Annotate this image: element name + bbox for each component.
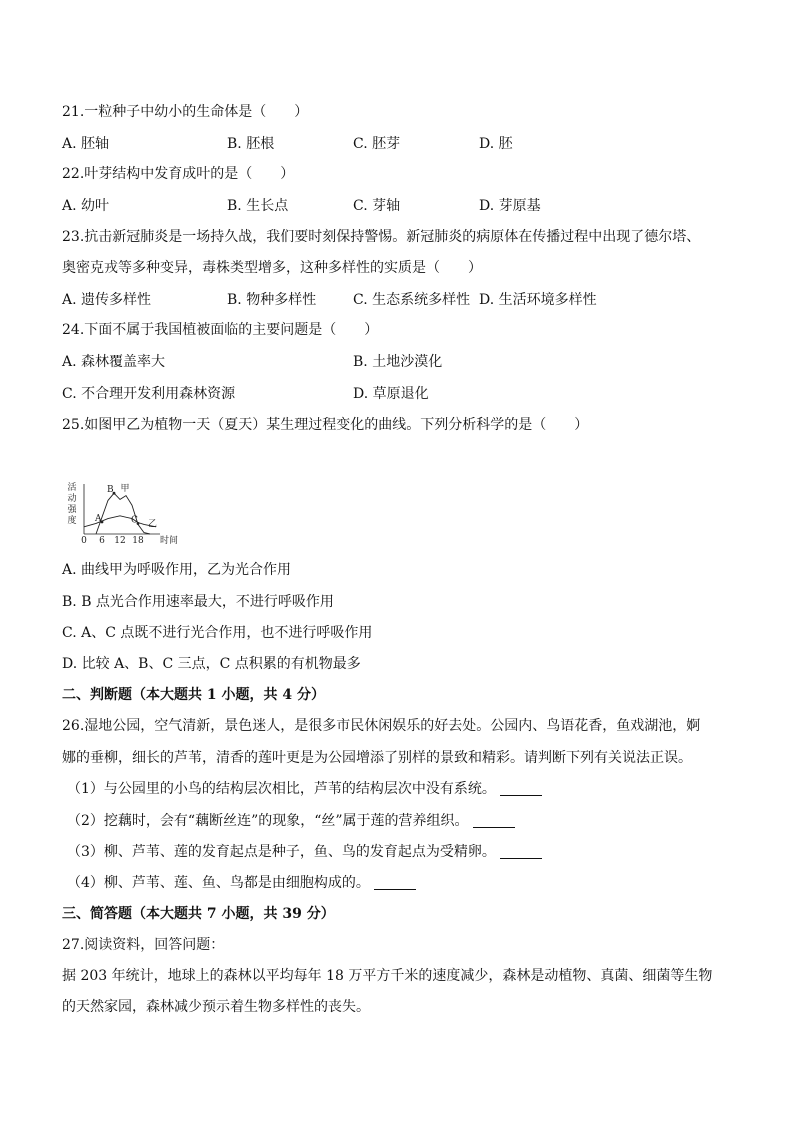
answer-blank[interactable] xyxy=(500,844,542,859)
y-axis-label-char: 强 xyxy=(67,505,77,515)
question-22-option-b: B. 生长点 xyxy=(227,198,289,214)
question-25-option-d: D. 比较 A、B、C 三点，C 点积累的有机物最多 xyxy=(62,656,361,672)
y-axis-label-char: 动 xyxy=(67,494,77,504)
question-26-item-1 xyxy=(67,780,542,798)
series-label: 甲 xyxy=(120,484,130,495)
question-23-option-d: D. 生活环境多样性 xyxy=(479,292,597,308)
question-26-item-2-text: （2）挖藕时，会有“藕断丝连”的现象，“丝”属于莲的营养组织。 xyxy=(67,813,469,829)
question-26-item-4 xyxy=(67,874,416,892)
question-23-stem-line-2: 奥密克戎等多种变异，毒株类型增多，这种多样性的实质是（ ） xyxy=(62,260,482,276)
point-label: B xyxy=(107,485,114,496)
question-26-item-4-text: （4）柳、芦苇、莲、鱼、鸟都是由细胞构成的。 xyxy=(67,875,370,891)
question-24-option-d: D. 草原退化 xyxy=(353,386,429,402)
answer-blank[interactable] xyxy=(374,875,416,890)
x-tick-label: 6 xyxy=(99,536,105,546)
x-axis-label: 时间 xyxy=(160,536,179,546)
y-axis-label-char: 活 xyxy=(67,483,77,493)
section-3-heading: 三、简答题（本大题共 7 小题，共 39 分） xyxy=(62,906,335,922)
question-25-option-c: C. A、C 点既不进行光合作用，也不进行呼吸作用 xyxy=(62,625,373,641)
answer-blank[interactable] xyxy=(500,781,542,796)
question-21-option-b: B. 胚根 xyxy=(227,136,275,152)
question-24-stem: 24.下面不属于我国植被面临的主要问题是（ ） xyxy=(62,322,379,338)
question-24-option-c: C. 不合理开发利用森林资源 xyxy=(62,386,236,402)
series-line-jia xyxy=(96,493,150,534)
x-tick-label: 0 xyxy=(81,536,87,546)
question-21-stem: 21.一粒种子中幼小的生命体是（ ） xyxy=(62,104,309,120)
question-21-option-d: D. 胚 xyxy=(479,136,513,152)
x-tick-label: 12 xyxy=(114,536,126,546)
question-26-item-3-text: （3）柳、芦苇、莲的发育起点是种子，鱼、鸟的发育起点为受精卵。 xyxy=(67,844,496,860)
point-label: A xyxy=(95,514,102,524)
question-23-stem-line-1: 23.抗击新冠肺炎是一场持久战，我们要时刻保持警惕。新冠肺炎的病原体在传播过程中出现了德尔塔、 xyxy=(62,229,701,245)
question-26-stem-line-1: 26.湿地公园，空气清新，景色迷人，是很多市民休闲娱乐的好去处。公园内、鸟语花香，鱼戏湖池，婀 xyxy=(62,718,701,734)
question-26-stem-line-2: 娜的垂柳，细长的芦苇，清香的莲叶更是为公园增添了别样的景致和精彩。请判断下列有关说法正误。 xyxy=(62,750,692,766)
photosynthesis-respiration-chart xyxy=(58,478,179,546)
question-27-material-line-2: 的天然家园，森林减少预示着生物多样性的丧失。 xyxy=(62,999,370,1015)
point-label: C xyxy=(131,515,138,526)
question-22-option-a: A. 幼叶 xyxy=(62,198,110,214)
question-26-item-2 xyxy=(67,812,515,830)
question-27-material-line-1: 据 203 年统计，地球上的森林以平均每年 18 万平方千米的速度减少，森林是动植物、真菌、细菌等生物 xyxy=(62,968,713,984)
question-23-option-b: B. 物种多样性 xyxy=(227,292,317,308)
answer-blank[interactable] xyxy=(473,813,515,828)
question-23-option-a: A. 遗传多样性 xyxy=(62,292,152,308)
question-27-stem: 27.阅读资料，回答问题： xyxy=(62,937,225,953)
question-25-stem: 25.如图甲乙为植物一天（夏天）某生理过程变化的曲线。下列分析科学的是（ ） xyxy=(62,417,589,433)
question-25-option-a: A. 曲线甲为呼吸作用，乙为光合作用 xyxy=(62,562,292,578)
question-26-item-3 xyxy=(67,843,542,861)
question-24-option-a: A. 森林覆盖率大 xyxy=(62,354,166,370)
section-2-heading: 二、判断题（本大题共 1 小题，共 4 分） xyxy=(62,687,325,703)
question-21-option-a: A. 胚轴 xyxy=(62,136,110,152)
question-24-option-b: B. 土地沙漠化 xyxy=(353,354,443,370)
x-tick-label: 18 xyxy=(132,536,144,546)
question-23-option-c: C. 生态系统多样性 xyxy=(353,292,471,308)
question-26-item-1-text: （1）与公园里的小鸟的结构层次相比，芦苇的结构层次中没有系统。 xyxy=(67,781,496,797)
question-25-option-b: B. B 点光合作用速率最大，不进行呼吸作用 xyxy=(62,594,334,610)
question-21-option-c: C. 胚芽 xyxy=(353,136,401,152)
question-22-option-c: C. 芽轴 xyxy=(353,198,401,214)
y-axis-label-char: 度 xyxy=(67,516,77,526)
question-22-stem: 22.叶芽结构中发育成叶的是（ ） xyxy=(62,166,295,182)
series-label: 乙 xyxy=(148,519,158,530)
question-22-option-d: D. 芽原基 xyxy=(479,198,541,214)
